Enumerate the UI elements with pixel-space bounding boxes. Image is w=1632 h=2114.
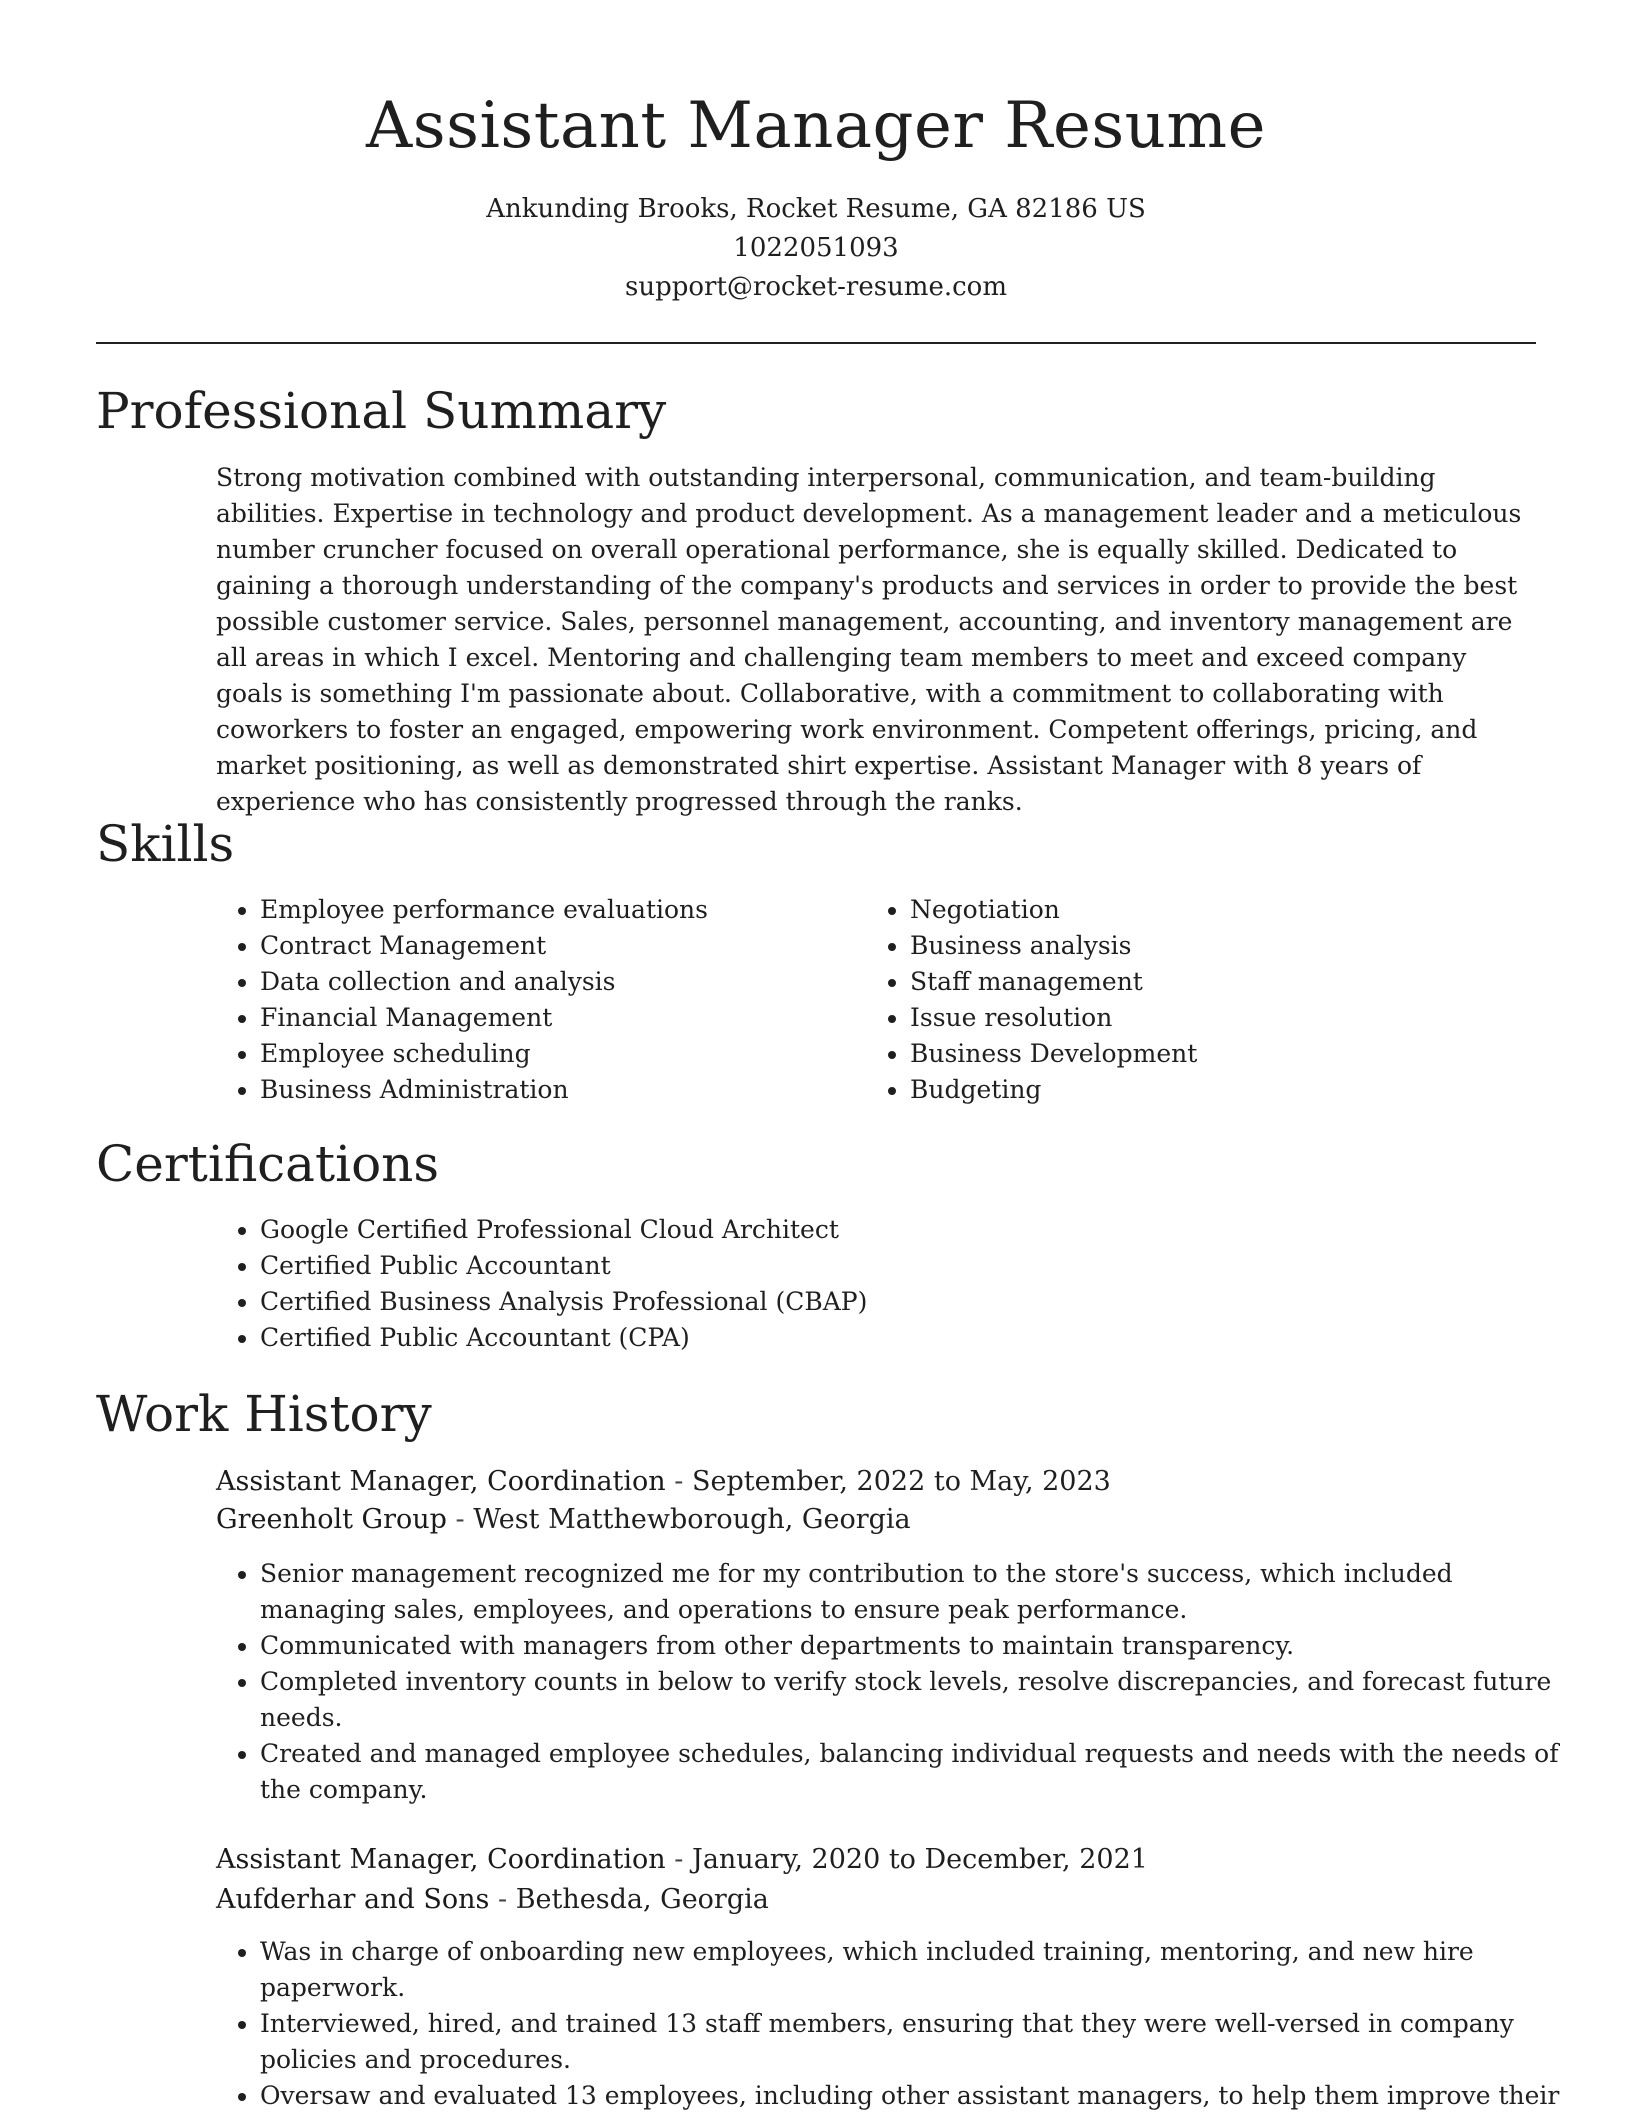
skill-item: • Negotiation (910, 892, 1530, 928)
header-divider (96, 342, 1536, 344)
job-title: Assistant Manager, Coordination (216, 1466, 666, 1497)
skill-item: • Staff management (910, 964, 1530, 1000)
certification-item: • Certified Public Accountant (260, 1248, 1536, 1284)
skills-list-right (866, 892, 1530, 1108)
certification-item: • Certified Business Analysis Professional (CBAP) (260, 1284, 1536, 1320)
job-location: West Matthewborough, Georgia (473, 1504, 911, 1535)
skill-item: • Business Development (910, 1036, 1530, 1072)
job-company-line: Aufderhar and Sons - Bethesda, Georgia (216, 1884, 769, 1915)
job-duty-item: • Created and managed employee schedules, balancing individual requests and needs with the needs of the company. (260, 1736, 1580, 1808)
job-dates: September, 2022 to May, 2023 (692, 1466, 1111, 1497)
skill-item: • Budgeting (910, 1072, 1530, 1108)
skill-item: • Financial Management (260, 1000, 820, 1036)
job-duty-item: • Completed inventory counts in below to verify stock levels, resolve discrepancies, and forecast future needs. (260, 1664, 1580, 1736)
section-heading-work-history: Work History (96, 1385, 432, 1443)
job-duties-list (216, 1556, 1580, 1808)
job-title: Assistant Manager, Coordination (216, 1844, 666, 1875)
certifications-list (216, 1212, 1536, 1356)
skill-item: • Business analysis (910, 928, 1530, 964)
job-company: Aufderhar and Sons (216, 1884, 490, 1915)
skill-item: • Employee scheduling (260, 1036, 820, 1072)
job-duty-item: • Interviewed, hired, and trained 13 staff members, ensuring that they were well-versed in company policies and procedures. (260, 2006, 1580, 2078)
job-title-line: Assistant Manager, Coordination - January, 2020 to December, 2021 (216, 1844, 1148, 1875)
job-company-line: Greenholt Group - West Matthewborough, Georgia (216, 1504, 911, 1535)
job-duty-item: • Communicated with managers from other departments to maintain transparency. (260, 1628, 1580, 1664)
summary-text: Strong motivation combined with outstanding interpersonal, communication, and team-building abilities. Expertise in technology and product development. As a management leader and a meticulous number cruncher focused on overall operational performance, she is equally skilled. Dedicated to gaining a thorough understanding of the company's products and services in order to provide the best possible customer service. Sales, personnel management, accounting, and inventory management are all areas in which I excel. Mentoring and challenging team members to meet and exceed company goals is something I'm passionate about. Collaborative, with a commitment to collaborating with coworkers to foster an engaged, empowering work environment. Competent offerings, pricing, and market positioning, as well as demonstrated shirt expertise. Assistant Manager with 8 years of experience who has consistently progressed through the ranks. (216, 463, 1522, 816)
job-location: Bethesda, Georgia (515, 1884, 769, 1915)
skill-item: • Business Administration (260, 1072, 820, 1108)
job-duty-item: • Was in charge of onboarding new employees, which included training, mentoring, and new hire paperwork. (260, 1934, 1580, 2006)
skill-item: • Employee performance evaluations (260, 892, 820, 928)
skill-item: • Issue resolution (910, 1000, 1530, 1036)
contact-email: support@rocket-resume.com (624, 272, 1007, 302)
section-heading-summary: Professional Summary (96, 382, 667, 440)
job-dates: January, 2020 to December, 2021 (692, 1844, 1148, 1875)
resume-header (96, 84, 1536, 307)
contact-phone: 1022051093 (733, 233, 899, 263)
certification-item: • Certified Public Accountant (CPA) (260, 1320, 1536, 1356)
skill-item: • Contract Management (260, 928, 820, 964)
section-heading-certifications: Certifications (96, 1135, 440, 1193)
job-company: Greenholt Group (216, 1504, 447, 1535)
job-duty-item: • Oversaw and evaluated 13 employees, including other assistant managers, to help them improve their (260, 2078, 1580, 2114)
contact-address: Ankunding Brooks, Rocket Resume, GA 82186 US (486, 194, 1146, 224)
job-duty-item: • Senior management recognized me for my contribution to the store's success, which included managing sales, employees, and operations to ensure peak performance. (260, 1556, 1580, 1628)
job-duties-list (216, 1934, 1580, 2114)
skills-list-left (216, 892, 820, 1108)
job-title-line: Assistant Manager, Coordination - September, 2022 to May, 2023 (216, 1466, 1111, 1497)
skill-item: • Data collection and analysis (260, 964, 820, 1000)
certification-item: • Google Certified Professional Cloud Architect (260, 1212, 1536, 1248)
resume-title: Assistant Manager Resume (366, 89, 1266, 163)
section-heading-skills: Skills (96, 815, 235, 873)
contact-info (96, 190, 1536, 307)
